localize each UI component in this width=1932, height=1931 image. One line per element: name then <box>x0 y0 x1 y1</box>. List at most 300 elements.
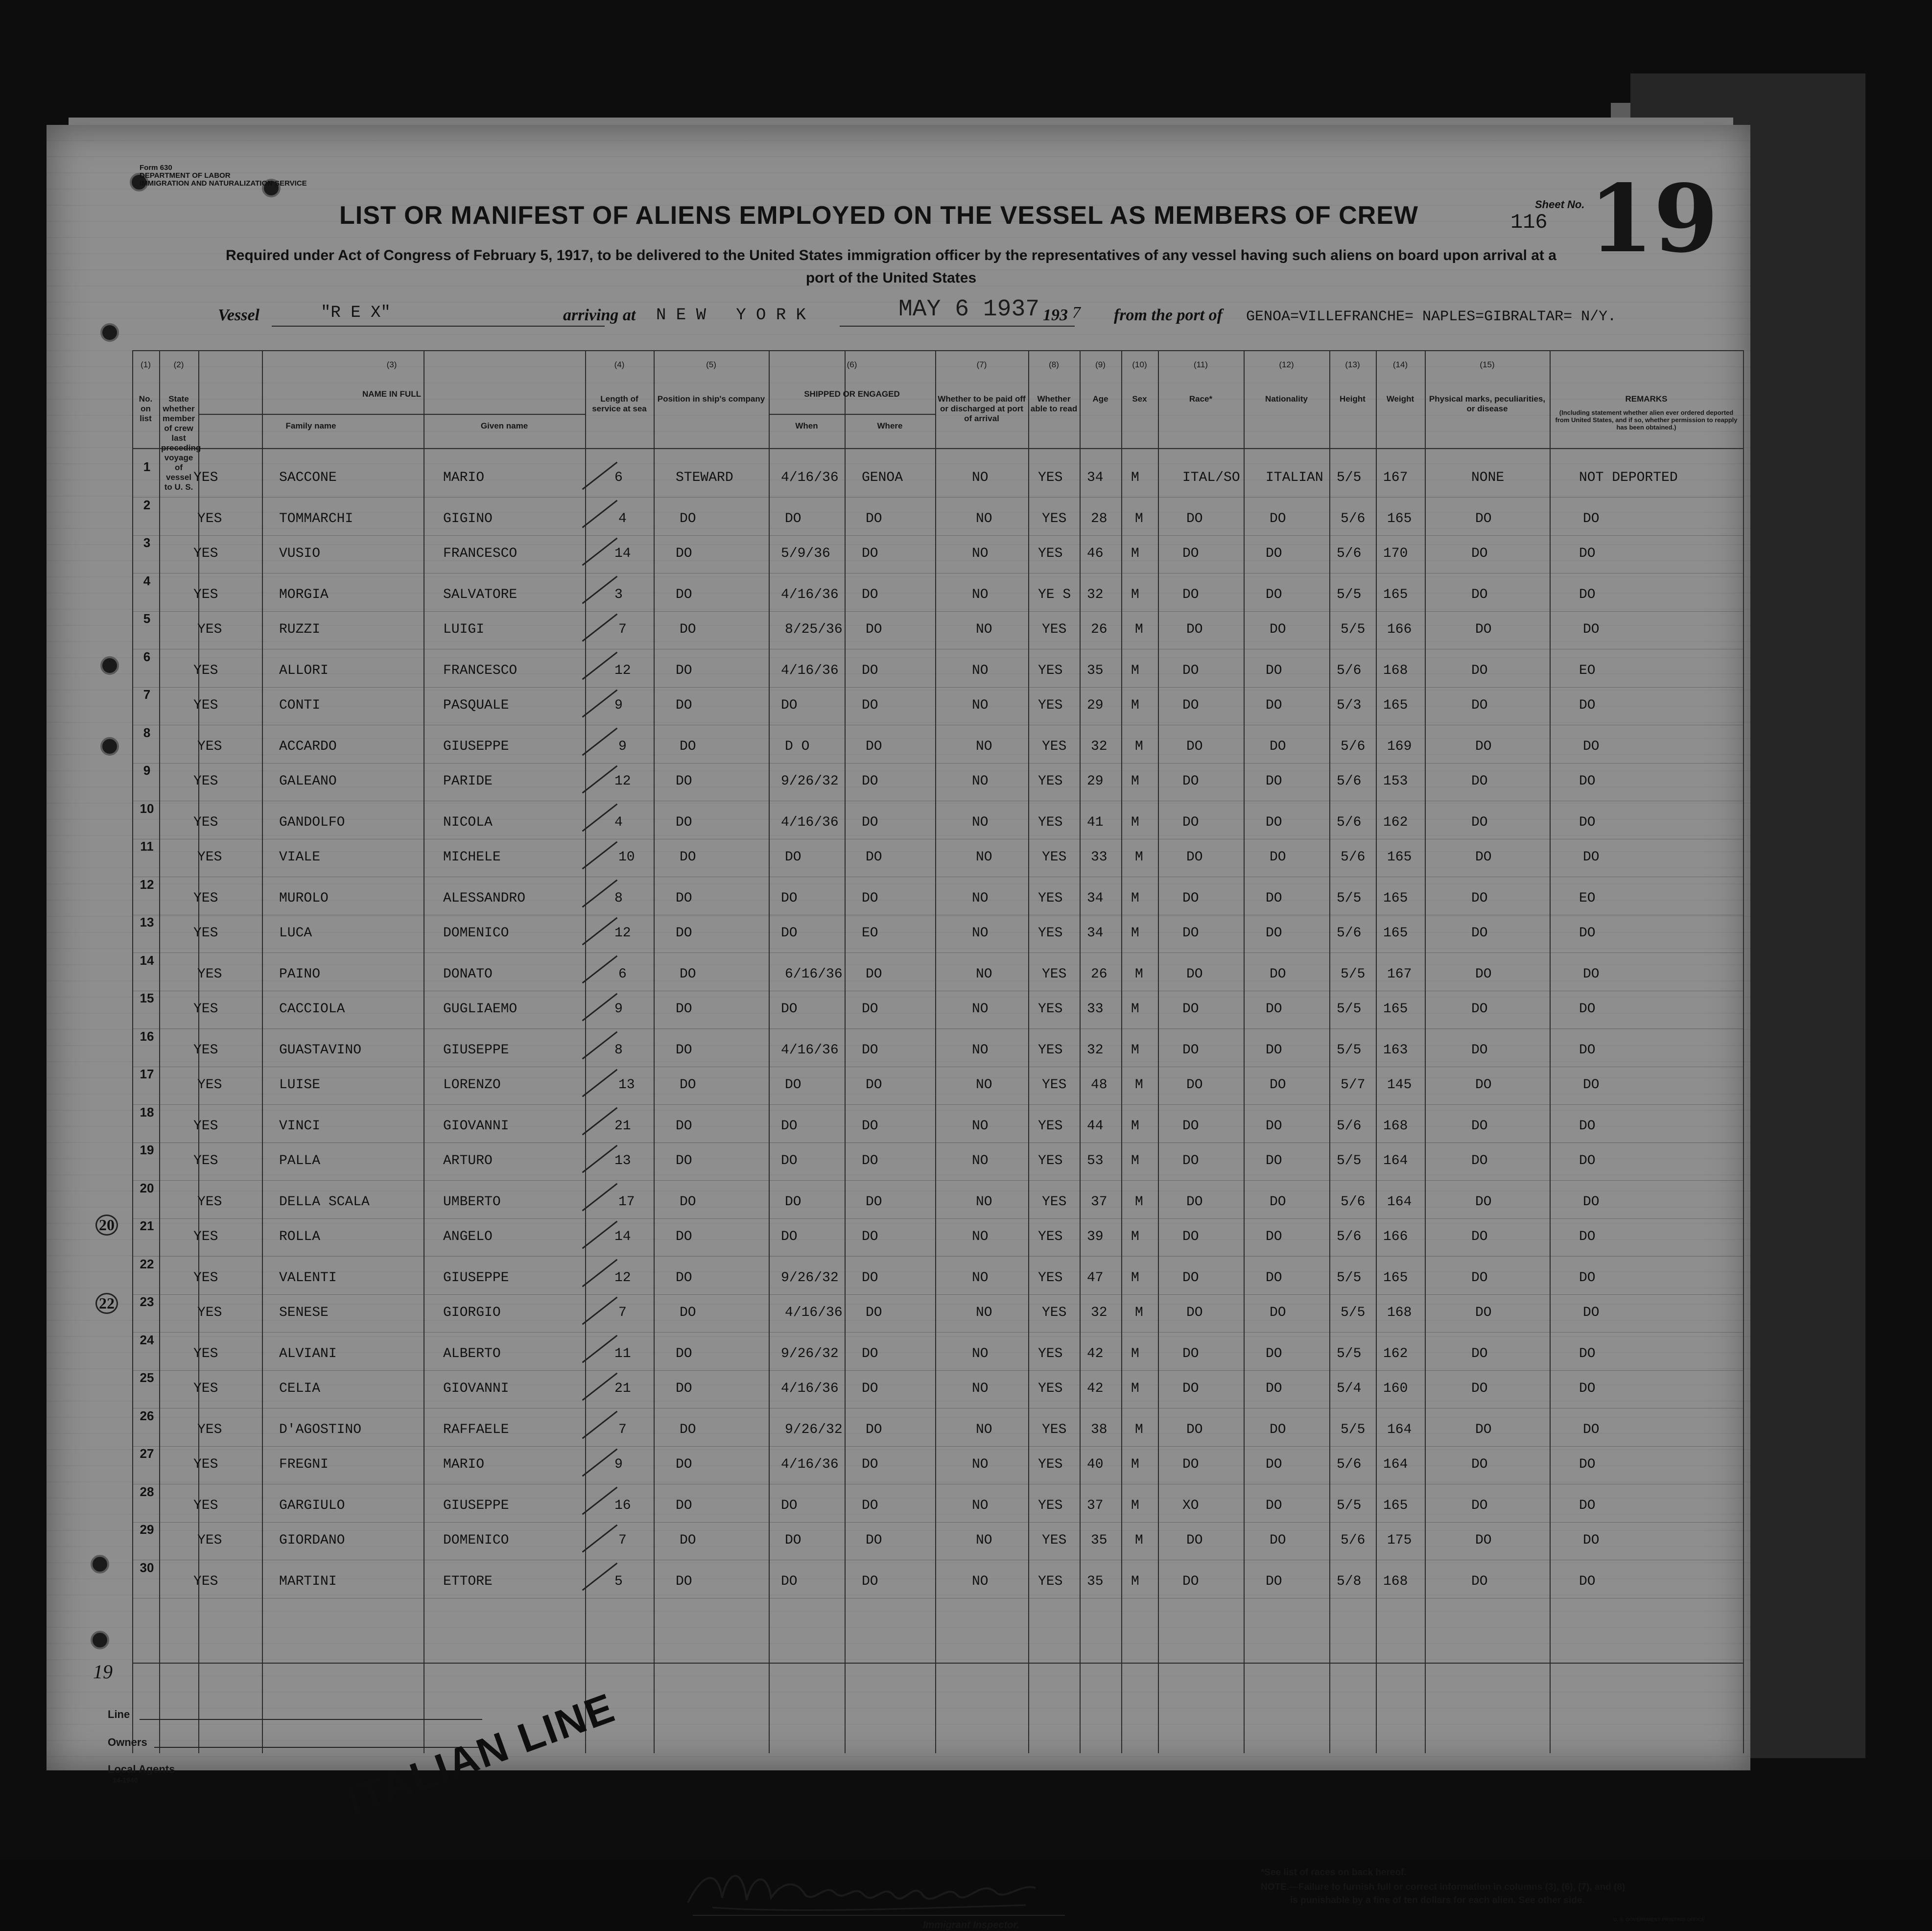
cell-shipped-where: DO <box>866 850 882 865</box>
cell-service-length: 12 <box>614 926 631 941</box>
cell-shipped-where: DO <box>862 1346 878 1361</box>
cell-height: 5/6 <box>1337 774 1362 789</box>
cell-previous-voyage: YES <box>193 1457 218 1472</box>
column-number: (8) <box>1049 360 1059 369</box>
cell-row-number: 2 <box>143 497 151 512</box>
cell-height: 5/5 <box>1337 1042 1362 1058</box>
cell-remarks: DO <box>1583 511 1600 526</box>
row-rule <box>132 1446 1743 1447</box>
cell-paid-off: NO <box>972 698 989 713</box>
cell-given-name: GIUSEPPE <box>443 739 509 754</box>
cell-nationality: DO <box>1270 850 1286 865</box>
cell-position: DO <box>680 1194 696 1210</box>
cell-race: DO <box>1182 1346 1199 1361</box>
cell-row-number: 24 <box>140 1332 154 1347</box>
cell-shipped-when: 4/16/36 <box>781 1042 839 1058</box>
cell-shipped-when: 4/16/36 <box>781 663 839 678</box>
column-number: (2) <box>173 360 184 369</box>
cell-previous-voyage: YES <box>197 511 222 526</box>
cell-weight: 168 <box>1383 1118 1408 1134</box>
cell-able-to-read: YES <box>1042 1533 1067 1548</box>
cell-physical-marks: DO <box>1471 774 1488 789</box>
cell-paid-off: NO <box>972 1498 989 1513</box>
cell-position: DO <box>680 739 696 754</box>
cell-shipped-when: D O <box>785 739 810 754</box>
cell-family-name: D'AGOSTINO <box>279 1422 362 1437</box>
cell-paid-off: NO <box>972 663 989 678</box>
grid-line <box>1743 350 1744 1753</box>
cell-position: DO <box>680 1305 696 1320</box>
cell-physical-marks: DO <box>1471 1042 1488 1058</box>
cell-row-number: 8 <box>143 725 151 740</box>
cell-previous-voyage: YES <box>197 622 222 637</box>
cell-given-name: GIORGIO <box>443 1305 501 1320</box>
cell-service-length: 6 <box>618 966 627 982</box>
cell-physical-marks: DO <box>1475 966 1492 982</box>
cell-nationality: DO <box>1266 1118 1282 1134</box>
cell-remarks: DO <box>1583 966 1600 982</box>
cell-height: 5/6 <box>1341 511 1366 526</box>
cell-family-name: GUASTAVINO <box>279 1042 362 1058</box>
cell-previous-voyage: YES <box>193 470 218 485</box>
cell-physical-marks: DO <box>1471 1346 1488 1361</box>
cell-nationality: DO <box>1266 1381 1282 1396</box>
cell-family-name: LUCA <box>279 926 312 941</box>
cell-shipped-where: DO <box>862 1153 878 1168</box>
cell-given-name: GIUSEPPE <box>443 1498 509 1513</box>
cell-sex: M <box>1131 1573 1139 1589</box>
tally-check-mark <box>582 1373 618 1401</box>
cell-service-length: 14 <box>614 546 631 561</box>
column-number: (14) <box>1392 360 1408 369</box>
cell-position: DO <box>680 1533 696 1548</box>
cell-height: 5/6 <box>1341 739 1366 754</box>
cell-shipped-when: DO <box>781 890 798 906</box>
cell-given-name: GIOVANNI <box>443 1118 509 1134</box>
cell-remarks: DO <box>1579 1381 1596 1396</box>
tally-check-mark <box>582 614 618 642</box>
cell-row-number: 1 <box>143 459 151 474</box>
footer-line-underline <box>140 1719 482 1720</box>
cell-race: DO <box>1182 926 1199 941</box>
cell-paid-off: NO <box>976 1422 992 1437</box>
cell-weight: 167 <box>1383 470 1408 485</box>
cell-weight: 145 <box>1387 1077 1412 1093</box>
footer-owners-label: Owners <box>108 1736 147 1748</box>
cell-row-number: 15 <box>140 991 154 1005</box>
cell-able-to-read: YES <box>1042 739 1067 754</box>
cell-paid-off: NO <box>972 587 989 602</box>
italian-line-stamp: ITALIAN LINE <box>340 1684 621 1824</box>
row-rule <box>132 1180 1743 1181</box>
cell-sex: M <box>1131 698 1139 713</box>
cell-service-length: 11 <box>614 1346 631 1361</box>
tally-check-mark <box>582 651 618 680</box>
cell-position: STEWARD <box>676 470 733 485</box>
cell-nationality: DO <box>1270 1422 1286 1437</box>
grid-line <box>1376 350 1377 1753</box>
tally-check-mark <box>582 1107 618 1135</box>
cell-shipped-when: 9/26/32 <box>781 1270 839 1286</box>
date-stamp: MAY 6 1937 <box>898 296 1040 323</box>
cell-service-length: 12 <box>614 1270 631 1286</box>
cell-previous-voyage: YES <box>197 1194 222 1210</box>
column-number: (13) <box>1345 360 1360 369</box>
footer-line-label: Line <box>108 1708 130 1720</box>
cell-sex: M <box>1135 1422 1143 1437</box>
column-number: (6) <box>847 360 857 369</box>
cell-physical-marks: DO <box>1471 1457 1488 1472</box>
tally-check-mark <box>582 841 618 870</box>
cell-height: 5/5 <box>1337 1270 1362 1286</box>
cell-previous-voyage: YES <box>197 1533 222 1548</box>
cell-family-name: CELIA <box>279 1381 321 1396</box>
cell-sex: M <box>1131 814 1139 830</box>
cell-shipped-when: 5/9/36 <box>781 546 830 561</box>
cell-row-number: 21 <box>140 1218 154 1233</box>
cell-shipped-where: DO <box>862 1457 878 1472</box>
cell-shipped-where: DO <box>866 1077 882 1093</box>
cell-given-name: UMBERTO <box>443 1194 501 1210</box>
cell-shipped-where: DO <box>866 1533 882 1548</box>
cell-given-name: RAFFAELE <box>443 1422 509 1437</box>
cell-remarks: DO <box>1579 926 1596 941</box>
cell-shipped-where: DO <box>866 622 882 637</box>
cell-given-name: ETTORE <box>443 1573 493 1589</box>
grid-line <box>769 350 770 1753</box>
row-rule <box>132 1294 1743 1295</box>
row-rule <box>132 497 1743 498</box>
cell-shipped-where: DO <box>862 1381 878 1396</box>
cell-previous-voyage: YES <box>193 698 218 713</box>
cell-age: 33 <box>1091 850 1107 865</box>
cell-family-name: VINCI <box>279 1118 321 1134</box>
column-number: (9) <box>1095 360 1106 369</box>
grid-line <box>585 350 586 1753</box>
punch-hole <box>100 656 119 675</box>
cell-age: 32 <box>1087 1042 1104 1058</box>
cell-weight: 166 <box>1383 1229 1408 1244</box>
cell-race: DO <box>1182 587 1199 602</box>
form-no-text: Form 630 <box>140 164 172 172</box>
cell-age: 44 <box>1087 1118 1104 1134</box>
cell-service-length: 9 <box>618 739 627 754</box>
cell-service-length: 13 <box>614 1153 631 1168</box>
cell-family-name: CACCIOLA <box>279 1001 345 1017</box>
cell-sex: M <box>1131 774 1139 789</box>
cell-shipped-when: 8/25/36 <box>785 622 843 637</box>
row-rule <box>132 1218 1743 1219</box>
cell-race: DO <box>1182 1118 1199 1134</box>
cell-nationality: DO <box>1270 739 1286 754</box>
cell-remarks: DO <box>1579 774 1596 789</box>
cell-sex: M <box>1135 1533 1143 1548</box>
cell-row-number: 23 <box>140 1294 154 1309</box>
cell-physical-marks: DO <box>1471 1153 1488 1168</box>
cell-height: 5/6 <box>1337 1457 1362 1472</box>
cell-age: 37 <box>1091 1194 1107 1210</box>
cell-remarks: DO <box>1579 1153 1596 1168</box>
year-label: 193 <box>1043 306 1068 324</box>
cell-shipped-when: 6/16/36 <box>785 966 843 982</box>
cell-position: DO <box>676 1457 692 1472</box>
note-failure-2: is punishable by a fine of ten dollars for each alien. See other side. <box>1290 1895 1585 1906</box>
cell-row-number: 10 <box>140 801 154 816</box>
vessel-underline <box>272 326 605 327</box>
cell-paid-off: NO <box>972 1270 989 1286</box>
cell-shipped-when: 4/16/36 <box>781 1457 839 1472</box>
cell-family-name: MARTINI <box>279 1573 337 1589</box>
cell-weight: 168 <box>1383 1573 1408 1589</box>
cell-previous-voyage: YES <box>197 850 222 865</box>
cell-remarks: DO <box>1579 1270 1596 1286</box>
tally-check-mark <box>582 765 618 794</box>
cell-previous-voyage: YES <box>193 1346 218 1361</box>
cell-nationality: DO <box>1266 663 1282 678</box>
row-rule <box>132 611 1743 612</box>
cell-paid-off: NO <box>976 739 992 754</box>
inspector-label: Immigrant Inspector. <box>923 1920 1019 1931</box>
cell-weight: 165 <box>1387 850 1412 865</box>
grid-line <box>1028 350 1029 1753</box>
tally-check-mark <box>582 1486 618 1515</box>
cell-given-name: MARIO <box>443 470 485 485</box>
cell-height: 5/5 <box>1337 587 1362 602</box>
cell-race: DO <box>1186 511 1203 526</box>
cell-physical-marks: DO <box>1471 1498 1488 1513</box>
cell-able-to-read: YES <box>1038 1270 1063 1286</box>
cell-able-to-read: YE S <box>1038 587 1071 602</box>
year-digit: 7 <box>1072 304 1081 322</box>
cell-height: 5/6 <box>1337 926 1362 941</box>
cell-row-number: 25 <box>140 1370 154 1385</box>
column-header: Position in ship's company <box>657 394 765 404</box>
grid-line <box>1550 350 1551 1753</box>
tally-check-mark <box>582 879 618 907</box>
grid-line <box>1158 350 1159 1753</box>
cell-shipped-where: DO <box>862 890 878 906</box>
cell-weight: 160 <box>1383 1381 1408 1396</box>
cell-previous-voyage: YES <box>193 546 218 561</box>
cell-age: 35 <box>1091 1533 1107 1548</box>
cell-remarks: DO <box>1579 1498 1596 1513</box>
cell-position: DO <box>676 1270 692 1286</box>
grid-line <box>132 350 1743 351</box>
cell-nationality: DO <box>1266 890 1282 906</box>
cell-weight: 162 <box>1383 1346 1408 1361</box>
cell-family-name: GARGIULO <box>279 1498 345 1513</box>
cell-physical-marks: NONE <box>1471 470 1505 485</box>
cell-given-name: ALESSANDRO <box>443 890 526 906</box>
cell-weight: 165 <box>1383 587 1408 602</box>
cell-weight: 153 <box>1383 774 1408 789</box>
margin-mark-22: 22 <box>95 1293 118 1314</box>
grid-line <box>845 350 846 1753</box>
manifest-title: LIST OR MANIFEST OF ALIENS EMPLOYED ON THE VESSEL AS MEMBERS OF CREW <box>339 201 1418 230</box>
printer-note: U. S. GOVERNMENT PRINTING OFFICE <box>1613 1917 1705 1923</box>
cell-sex: M <box>1135 511 1143 526</box>
cell-position: DO <box>676 926 692 941</box>
cell-height: 5/5 <box>1337 1153 1362 1168</box>
cell-position: DO <box>676 1346 692 1361</box>
cell-shipped-where: DO <box>862 663 878 678</box>
cell-age: 42 <box>1087 1381 1104 1396</box>
remarks-note: (Including statement whether alien ever ordered deported from United States, and if so, whether permission to reapply has been obtained.) <box>1555 409 1738 431</box>
cell-family-name: VIALE <box>279 850 321 865</box>
cell-physical-marks: DO <box>1471 663 1488 678</box>
cell-family-name: MUROLO <box>279 890 329 906</box>
cell-position: DO <box>676 1118 692 1134</box>
cell-height: 5/5 <box>1337 890 1362 906</box>
cell-given-name: MARIO <box>443 1457 485 1472</box>
cell-row-number: 18 <box>140 1104 154 1120</box>
cell-shipped-where: DO <box>862 1042 878 1058</box>
cell-position: DO <box>680 850 696 865</box>
cell-remarks: DO <box>1579 1118 1596 1134</box>
cell-physical-marks: DO <box>1471 1001 1488 1017</box>
column-header: State whether member of crew last preceding voyage of vessel to U. S. <box>161 394 201 492</box>
form-number <box>140 164 307 188</box>
tally-check-mark <box>582 1410 618 1439</box>
cell-previous-voyage: YES <box>193 1001 218 1017</box>
cell-race: DO <box>1182 1001 1199 1017</box>
cell-sex: M <box>1131 663 1139 678</box>
grid-line <box>935 350 936 1753</box>
tally-check-mark <box>582 1259 618 1287</box>
cell-age: 28 <box>1091 511 1107 526</box>
cell-physical-marks: DO <box>1471 1381 1488 1396</box>
punch-hole <box>100 323 119 342</box>
cell-row-number: 17 <box>140 1067 154 1081</box>
cell-previous-voyage: YES <box>193 1270 218 1286</box>
cell-previous-voyage: YES <box>197 1305 222 1320</box>
cell-height: 5/5 <box>1341 966 1366 982</box>
cell-previous-voyage: YES <box>193 587 218 602</box>
row-rule <box>132 1104 1743 1105</box>
cell-row-number: 3 <box>143 535 151 550</box>
margin-mark-20: 20 <box>95 1215 118 1236</box>
punch-hole <box>100 737 119 756</box>
cell-shipped-when: 4/16/36 <box>781 587 839 602</box>
cell-able-to-read: YES <box>1038 1498 1063 1513</box>
cell-remarks: DO <box>1583 622 1600 637</box>
cell-height: 5/6 <box>1341 1194 1366 1210</box>
cell-service-length: 8 <box>614 1042 623 1058</box>
cell-sex: M <box>1135 739 1143 754</box>
cell-family-name: ALVIANI <box>279 1346 337 1361</box>
cell-position: DO <box>680 1077 696 1093</box>
cell-height: 5/6 <box>1337 1229 1362 1244</box>
cell-position: DO <box>676 587 692 602</box>
cell-family-name: FREGNI <box>279 1457 329 1472</box>
cell-physical-marks: DO <box>1471 587 1488 602</box>
cell-position: DO <box>680 622 696 637</box>
cell-shipped-when: 4/16/36 <box>781 814 839 830</box>
column-number: (15) <box>1480 360 1495 369</box>
cell-weight: 165 <box>1383 926 1408 941</box>
cell-given-name: DOMENICO <box>443 926 509 941</box>
cell-nationality: DO <box>1270 1077 1286 1093</box>
cell-service-length: 17 <box>618 1194 635 1210</box>
cell-race: DO <box>1182 1457 1199 1472</box>
cell-remarks: DO <box>1583 850 1600 865</box>
cell-paid-off: NO <box>972 1457 989 1472</box>
cell-age: 29 <box>1087 698 1104 713</box>
tally-check-mark <box>582 1183 618 1211</box>
cell-able-to-read: YES <box>1038 1118 1063 1134</box>
row-rule <box>132 1522 1743 1523</box>
cell-paid-off: NO <box>972 926 989 941</box>
cell-sex: M <box>1131 1153 1139 1168</box>
cell-paid-off: NO <box>972 470 989 485</box>
cell-race: DO <box>1182 814 1199 830</box>
cell-shipped-when: 4/16/36 <box>785 1305 843 1320</box>
tally-check-mark <box>582 575 618 604</box>
cell-service-length: 6 <box>614 470 623 485</box>
cell-age: 40 <box>1087 1457 1104 1472</box>
cell-physical-marks: DO <box>1471 1229 1488 1244</box>
cell-given-name: DONATO <box>443 966 493 982</box>
cell-able-to-read: YES <box>1038 1229 1063 1244</box>
column-header: Nationality <box>1265 394 1308 404</box>
cell-service-length: 12 <box>614 774 631 789</box>
cell-sex: M <box>1135 622 1143 637</box>
cell-given-name: ALBERTO <box>443 1346 501 1361</box>
cell-weight: 170 <box>1383 546 1408 561</box>
service-text: IMMIGRATION AND NATURALIZATION SERVICE <box>140 179 307 188</box>
cell-remarks: DO <box>1583 1533 1600 1548</box>
cell-paid-off: NO <box>972 1153 989 1168</box>
cell-able-to-read: YES <box>1042 1422 1067 1437</box>
cell-shipped-when: DO <box>781 1153 798 1168</box>
cell-race: DO <box>1182 774 1199 789</box>
cell-row-number: 4 <box>143 573 151 588</box>
cell-able-to-read: YES <box>1038 546 1063 561</box>
cell-row-number: 6 <box>143 649 151 664</box>
cell-family-name: PALLA <box>279 1153 321 1168</box>
cell-shipped-where: DO <box>866 739 882 754</box>
grid-line <box>1244 350 1245 1753</box>
cell-race: DO <box>1186 1533 1203 1548</box>
cell-weight: 164 <box>1383 1457 1408 1472</box>
cell-paid-off: NO <box>976 966 992 982</box>
cell-nationality: DO <box>1266 1042 1282 1058</box>
row-rule <box>132 1256 1743 1257</box>
cell-nationality: DO <box>1266 814 1282 830</box>
cell-previous-voyage: YES <box>197 1077 222 1093</box>
manifest-subtitle-2: port of the United States <box>805 270 977 286</box>
cell-physical-marks: DO <box>1471 890 1488 906</box>
cell-shipped-where: DO <box>866 1305 882 1320</box>
cell-position: DO <box>676 1573 692 1589</box>
cell-sex: M <box>1131 470 1139 485</box>
cell-paid-off: NO <box>976 1194 992 1210</box>
cell-nationality: DO <box>1266 1457 1282 1472</box>
cell-previous-voyage: YES <box>193 926 218 941</box>
sheet-no-written: 116 <box>1510 211 1548 234</box>
cell-given-name: NICOLA <box>443 814 493 830</box>
cell-row-number: 9 <box>143 763 151 778</box>
cell-previous-voyage: YES <box>193 1118 218 1134</box>
cell-shipped-when: DO <box>781 926 798 941</box>
cell-paid-off: NO <box>972 774 989 789</box>
tally-check-mark <box>582 690 618 718</box>
cell-sex: M <box>1131 1118 1139 1134</box>
cell-row-number: 20 <box>140 1180 154 1195</box>
cell-sex: M <box>1131 1042 1139 1058</box>
cell-nationality: DO <box>1270 511 1286 526</box>
tally-check-mark <box>582 462 618 490</box>
